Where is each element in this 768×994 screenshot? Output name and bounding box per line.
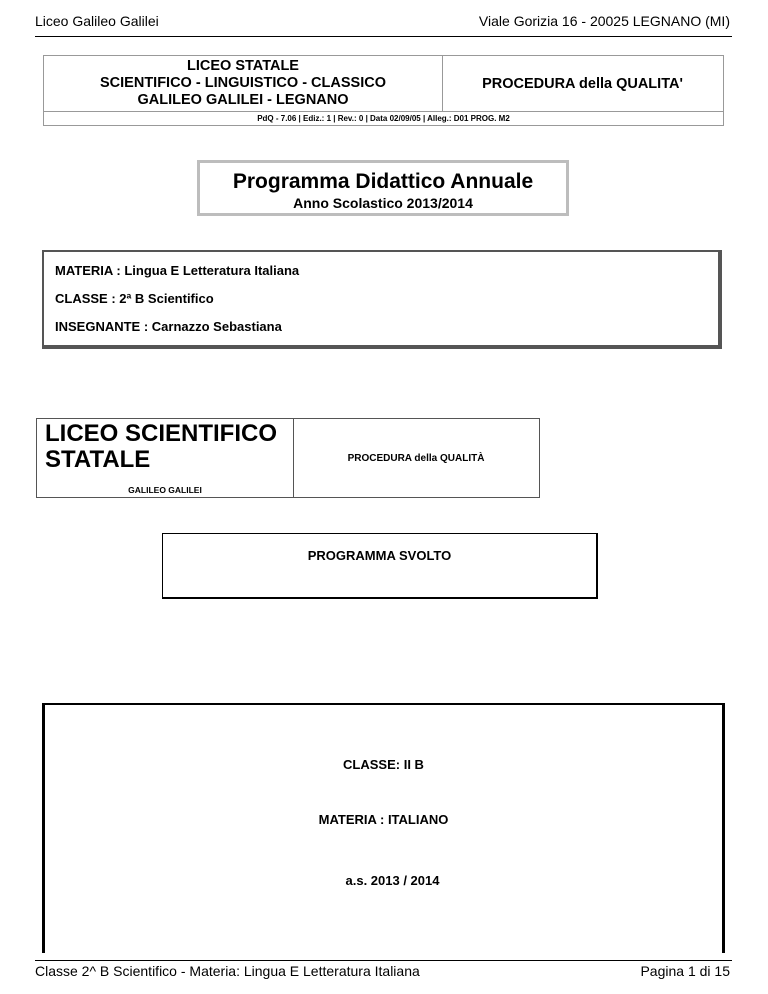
quality-meta-row: PdQ - 7.06 | Ediz.: 1 | Rev.: 0 | Data 02/09/05 | Alleg.: D01 PROG. M2 [44,111,723,125]
quality-header-table [43,55,724,126]
header-address: Viale Gorizia 16 - 20025 LEGNANO (MI) [478,13,730,29]
quality-school-line-1: LICEO STATALE [187,58,299,74]
quality-school-cell [44,56,443,111]
school-procedure-table [36,418,540,498]
procedure-cell: PROCEDURA della QUALITÀ [347,452,485,464]
programma-svolto-box: PROGRAMMA SVOLTO [162,533,598,599]
cover-anno: a.s. 2013 / 2014 [345,873,440,888]
cover-box [42,703,725,953]
school-title [45,421,277,473]
document-subtitle: Anno Scolastico 2013/2014 [293,195,473,211]
header-divider [35,36,732,37]
footer-divider [35,960,732,961]
school-subname: GALILEO GALILEI [128,485,202,495]
title-box [197,160,569,216]
header-school-name: Liceo Galileo Galilei [35,13,159,29]
footer-page-number: Pagina 1 di 15 [640,963,730,979]
info-materia: MATERIA : Lingua E Letteratura Italiana [55,263,300,278]
school-title-line-2: STATALE [45,446,151,473]
quality-school-line-2: SCIENTIFICO - LINGUISTICO - CLASSICO [100,75,386,91]
document-title: Programma Didattico Annuale [232,170,534,193]
info-insegnante: INSEGNANTE : Carnazzo Sebastiana [55,319,282,334]
footer-course: Classe 2^ B Scientifico - Materia: Lingua E Letteratura Italiana [35,963,420,979]
school-cell [37,419,294,497]
quality-procedure-cell: PROCEDURA della QUALITA' [482,75,683,92]
quality-school-line-3: GALILEO GALILEI - LEGNANO [137,92,349,108]
school-title-line-1: LICEO SCIENTIFICO [45,420,278,447]
course-info-box [42,250,722,349]
info-classe: CLASSE : 2ª B Scientifico [55,291,214,306]
cover-materia: MATERIA : ITALIANO [318,812,449,827]
cover-classe: CLASSE: II B [343,757,424,772]
